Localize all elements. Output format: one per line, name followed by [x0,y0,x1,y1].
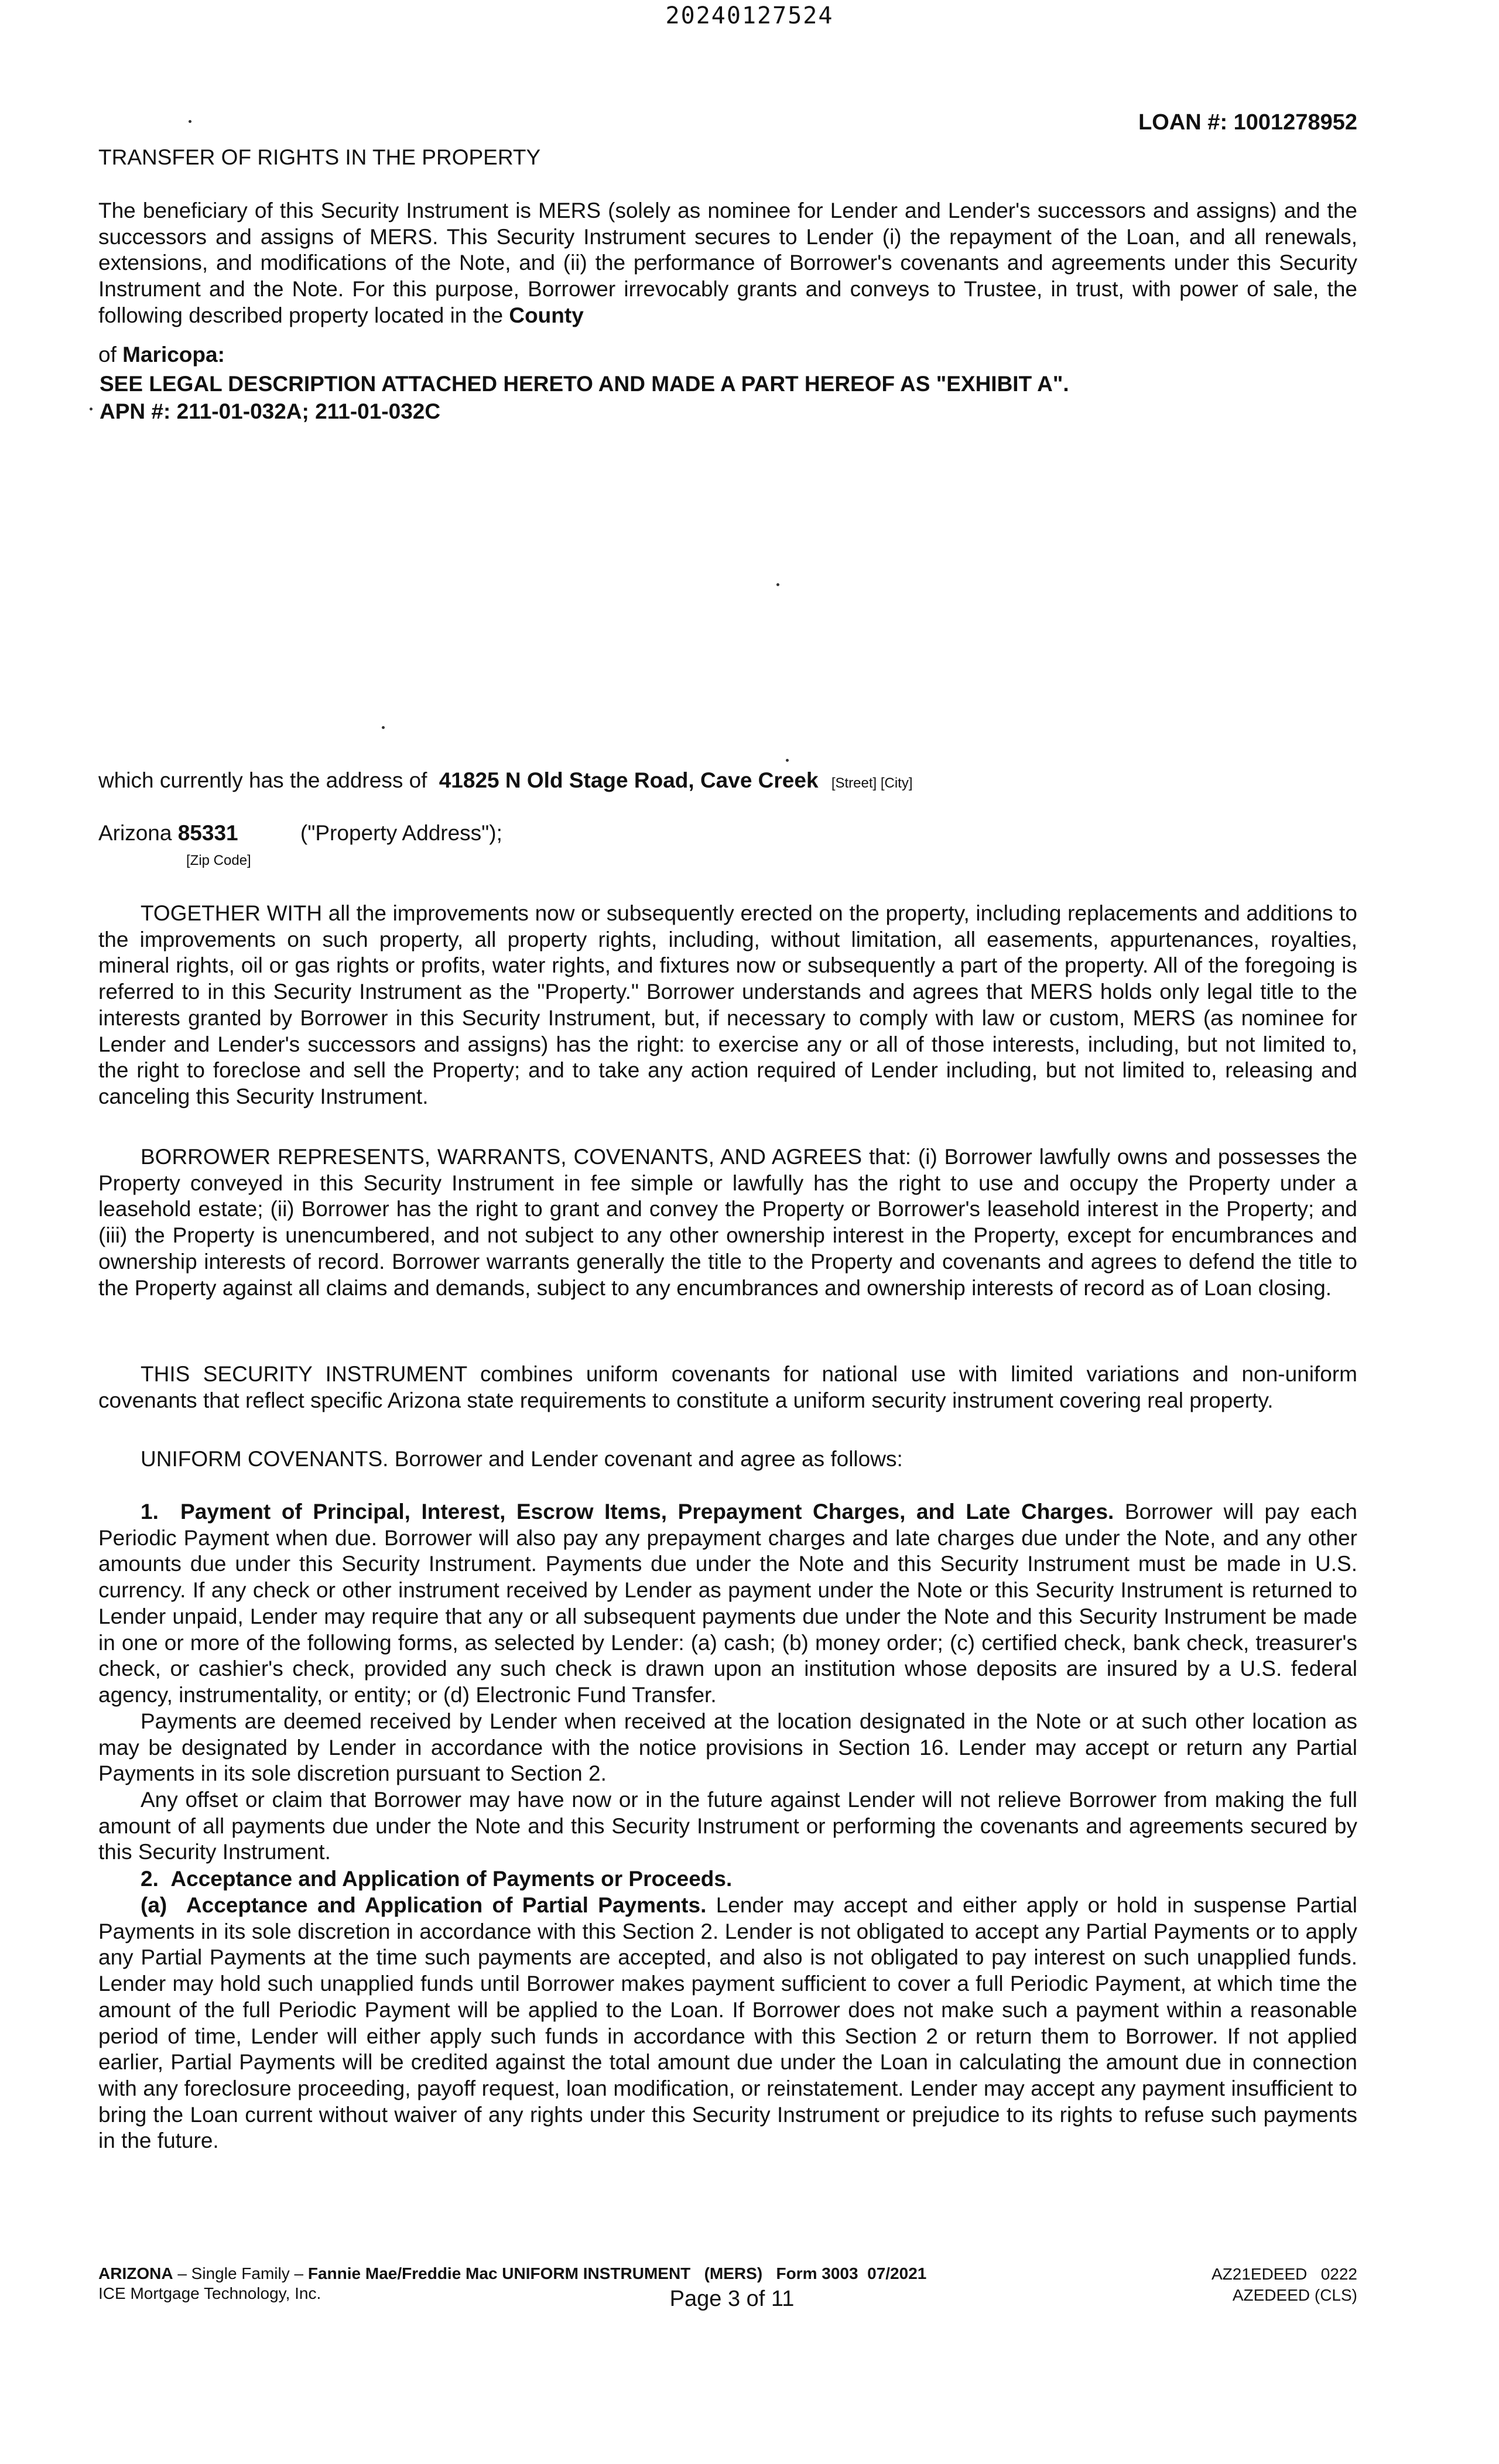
apn-number: APN #: 211-01-032A; 211-01-032C [100,399,441,423]
county-name: Maricopa: [122,343,225,367]
section-1-body: Borrower will pay each Periodic Payment when due. Borrower will also pay any prepayment charges and late charges due under the Note, and any other amounts due under this Security Instrument. Payments due under the Note and this Security Instrument must be made in U.S. currency. If any check or other instrument received by Lender as payment under the Note or this Security Instrument is returned to Lender unpaid, Lender may require that any or all subsequent payments due under the Note and this Security Instrument be made in one or more of the following forms, as selected by Lender: (a) cash; (b) money order; (c) certified check, bank check, treasurer's check, or cashier's check, provided any such check is drawn upon an institution whose deposits are insured by a U.S. federal agency, instrumentality, or entity; or (d) Electronic Fund Transfer. [98,1500,1357,1707]
state: Arizona [98,821,172,845]
loan-number: LOAN #: 1001278952 [1138,110,1357,135]
section-1-paragraph-2: Payments are deemed received by Lender when received at the location designated in the Note or at such other location as may be designated by Lender in accordance with the notice provisions in Section 16. Lender may accept or return any Partial Payments in its sole discretion pursuant to Section 2. [98,1709,1357,1786]
county-line [98,342,225,368]
zip-code: 85331 [177,821,238,845]
transfer-paragraph [98,198,1357,329]
page-number: Page 3 of 11 [669,2287,795,2311]
zip-caption: [Zip Code] [186,853,251,868]
transfer-text: The beneficiary of this Security Instrument is MERS (solely as nominee for Lender and Lender's successors and assigns) and the successors and assigns of MERS. This Security Instrument secures to Lender (i) the repayment of the Loan, and all renewals, extensions, and modifications of the Note, and (ii) the performance of Borrower's covenants and agreements under this Security Instrument and the Note. For this purpose, Borrower irrevocably grants and conveys to Trustee, in trust, with power of sale, the following described property located in the [98,199,1357,327]
section-1-heading: 1. Payment of Principal, Interest, Escrow Items, Prepayment Charges, and Late Charges. [141,1500,1114,1524]
footer-form-line [98,2264,926,2284]
of-label: of [98,343,117,367]
footer-state: ARIZONA [98,2264,173,2282]
footer-form-name: Fannie Mae/Freddie Mac UNIFORM INSTRUMENT (MERS) Form 3003 [307,2264,858,2282]
scan-speck [382,726,385,729]
section-2a-heading: (a) Acceptance and Application of Partial Payments. [141,1893,707,1917]
footer-code-2: AZEDEED (CLS) [1232,2286,1357,2304]
section-title: TRANSFER OF RIGHTS IN THE PROPERTY [98,145,541,169]
section-2a-body: Lender may accept and either apply or hold in suspense Partial Payments in its sole discretion in accordance with this Section 2. Lender is not obligated to accept any Partial Payments or to apply any Partial Payments at the time such payments are accepted, and also is not obligated to pay interest on such unapplied funds. Lender may hold such unapplied funds until Borrower makes payment sufficient to cover a full Periodic Payment, at which time the amount of the full Periodic Payment will be applied to the Loan. If Borrower does not make such a payment within a reasonable period of time, Lender will either apply such funds in accordance with this Section 2 or return them to Borrower. If not applied earlier, Partial Payments will be credited against the total amount due under the Loan in calculating the amount due in connection with any foreclosure proceeding, payoff request, loan modification, or reinstatement. Lender may accept any payment insufficient to bring the Loan current without waiver of any rights under this Security Instrument or prejudice to its rights to refuse such payments in the future. [98,1893,1357,2153]
county-label: County [509,303,584,327]
address-prefix: which currently has the address of [98,768,427,792]
document-number: 20240127524 [665,2,834,29]
zip-line [98,821,502,846]
footer-codes [1211,2264,1357,2306]
scan-speck [786,759,789,762]
section-1 [98,1499,1357,1709]
section-2-heading: 2. Acceptance and Application of Payments or Proceeds. [141,1867,733,1891]
scan-speck [776,583,779,586]
scan-speck [90,408,93,410]
legal-description: SEE LEGAL DESCRIPTION ATTACHED HERETO AND MADE A PART HEREOF AS "EXHIBIT A". [100,372,1069,396]
borrower-paragraph: BORROWER REPRESENTS, WARRANTS, COVENANTS, AND AGREES that: (i) Borrower lawfully owns and possesses the Property conveyed in this Security Instrument in fee simple or lawfully has the right to use and occupy the Property under a leasehold estate; (ii) Borrower has the right to grant and convey the Property or Borrower's leasehold interest in the Property; and (iii) the Property is unencumbered, and not subject to any other ownership interest in the Property, except for encumbrances and ownership interests of record. Borrower warrants generally the title to the Property and covenants and agrees to defend the title to the Property against all claims and demands, subject to any encumbrances and ownership interests of record as of Loan closing. [98,1145,1357,1300]
street-city-caption: [Street] [City] [831,775,913,791]
section-1-paragraph-3: Any offset or claim that Borrower may have now or in the future against Lender will not relieve Borrower from making the full amount of all payments due under the Note and this Security Instrument or performing the covenants and agreements secured by this Security Instrument. [98,1788,1357,1864]
footer-vendor: ICE Mortgage Technology, Inc. [98,2284,321,2302]
footer-form-date: 07/2021 [858,2264,927,2282]
security-paragraph: THIS SECURITY INSTRUMENT combines uniform covenants for national use with limited variations and non-uniform covenants that reflect specific Arizona state requirements to constitute a uniform security instrument covering real property. [98,1362,1357,1412]
together-paragraph: TOGETHER WITH all the improvements now or subsequently erected on the property, including replacements and additions to the improvements on such property, all property rights, including, without limitation, all easements, appurtenances, royalties, mineral rights, oil or gas rights or profits, water rights, and fixtures now or subsequently a part of the property. All of the foregoing is referred to in this Security Instrument as the "Property." Borrower understands and agrees that MERS holds only legal title to the interests granted by Borrower in this Security Instrument, but, if necessary to comply with law or custom, MERS (as nominee for Lender and Lender's successors and assigns) has the right: to exercise any or all of those interests, including, but not limited to, the right to foreclose and sell the Property; and to take any action required of Lender including, but not limited to, releasing and canceling this Security Instrument. [98,901,1357,1108]
scan-speck [189,120,191,123]
property-address-label: ("Property Address"); [300,821,502,845]
address-line [98,768,913,793]
footer-form-mid: – Single Family – [173,2264,308,2282]
section-2a [98,1893,1357,2154]
footer-code-1: AZ21EDEED 0222 [1211,2265,1357,2283]
street-city: 41825 N Old Stage Road, Cave Creek [439,768,819,792]
uniform-covenants: UNIFORM COVENANTS. Borrower and Lender covenant and agree as follows: [141,1447,903,1471]
